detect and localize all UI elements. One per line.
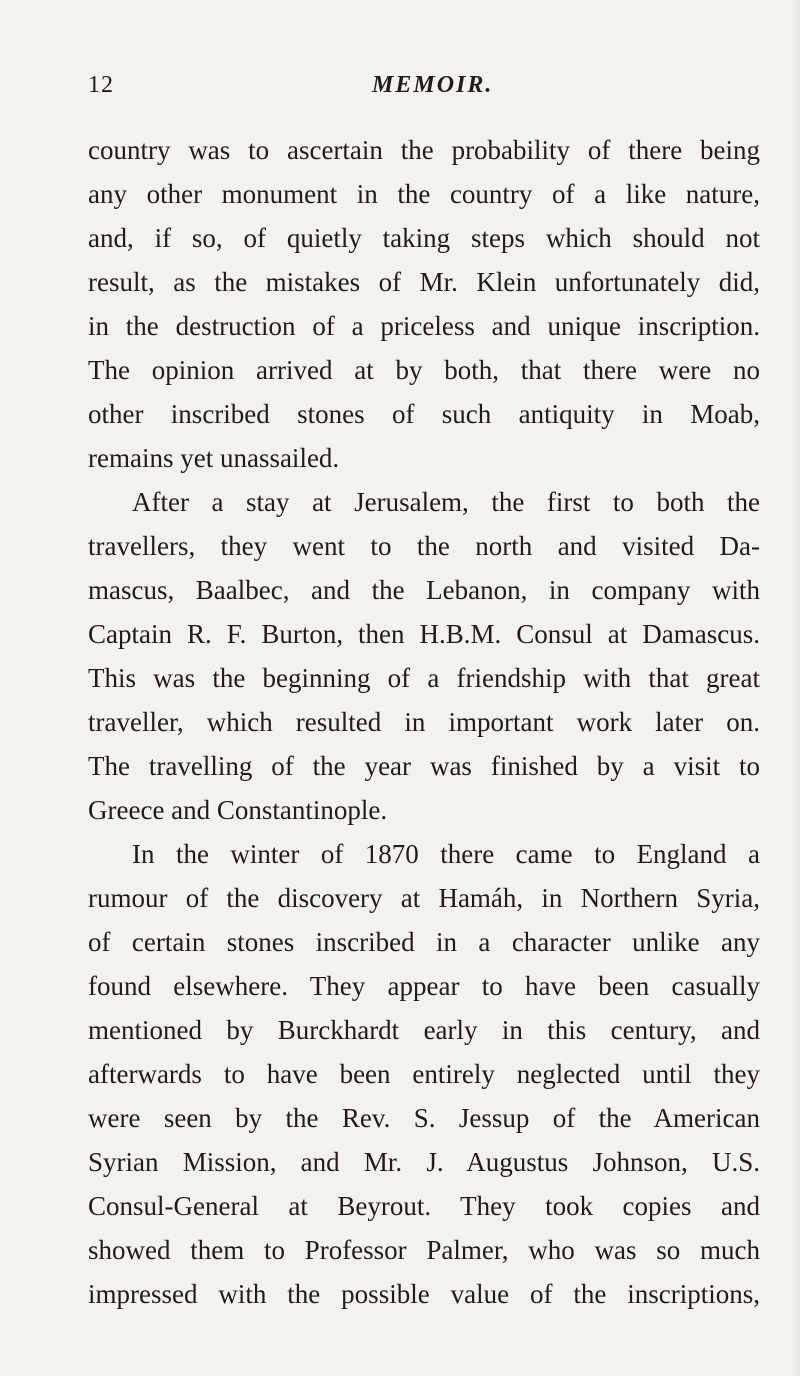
text-line: country was to ascertain the probability of there being bbox=[88, 135, 760, 165]
text-line: any other monument in the country of a like nature, bbox=[88, 179, 760, 209]
paragraph-start-line: In the winter of 1870 there came to England a bbox=[132, 839, 760, 869]
text-line: This was the beginning of a friendship with that great bbox=[88, 663, 760, 693]
page-number: 12 bbox=[88, 72, 114, 98]
text-line: of certain stones inscribed in a character unlike any bbox=[88, 927, 760, 957]
paragraph-end-line: Greece and Constantinople. bbox=[88, 795, 388, 825]
text-line: found elsewhere. They appear to have been casually bbox=[88, 971, 760, 1001]
text-line: Syrian Mission, and Mr. J. Augustus Johnson, U.S. bbox=[88, 1147, 760, 1177]
text-line: travellers, they went to the north and visited Da- bbox=[88, 531, 760, 561]
text-line: result, as the mistakes of Mr. Klein unfortunately did, bbox=[88, 267, 760, 297]
paragraph-end-line: remains yet unassailed. bbox=[88, 443, 340, 473]
text-line: traveller, which resulted in important work later on. bbox=[88, 707, 760, 737]
text-line: impressed with the possible value of the inscriptions, bbox=[88, 1279, 760, 1309]
text-line: showed them to Professor Palmer, who was so much bbox=[88, 1235, 760, 1265]
text-line: The opinion arrived at by both, that there were no bbox=[88, 355, 760, 385]
text-line: other inscribed stones of such antiquity in Moab, bbox=[88, 399, 760, 429]
text-line: afterwards to have been entirely neglected until they bbox=[88, 1059, 760, 1089]
text-line: were seen by the Rev. S. Jessup of the American bbox=[88, 1103, 760, 1133]
text-line: and, if so, of quietly taking steps which should not bbox=[88, 223, 760, 253]
running-title: MEMOIR. bbox=[372, 72, 494, 98]
text-line: rumour of the discovery at Hamáh, in Northern Syria, bbox=[88, 883, 760, 913]
body-text bbox=[88, 128, 760, 1316]
text-line: in the destruction of a priceless and unique inscription. bbox=[88, 311, 760, 341]
page-edge bbox=[790, 0, 800, 1376]
text-line: Consul-General at Beyrout. They took copies and bbox=[88, 1191, 760, 1221]
text-line: The travelling of the year was finished by a visit to bbox=[88, 751, 760, 781]
running-head bbox=[88, 72, 758, 106]
text-line: mascus, Baalbec, and the Lebanon, in company with bbox=[88, 575, 760, 605]
text-line: Captain R. F. Burton, then H.B.M. Consul at Damascus. bbox=[88, 619, 760, 649]
text-line: mentioned by Burckhardt early in this century, and bbox=[88, 1015, 760, 1045]
paragraph-start-line: After a stay at Jerusalem, the first to both the bbox=[132, 487, 760, 517]
